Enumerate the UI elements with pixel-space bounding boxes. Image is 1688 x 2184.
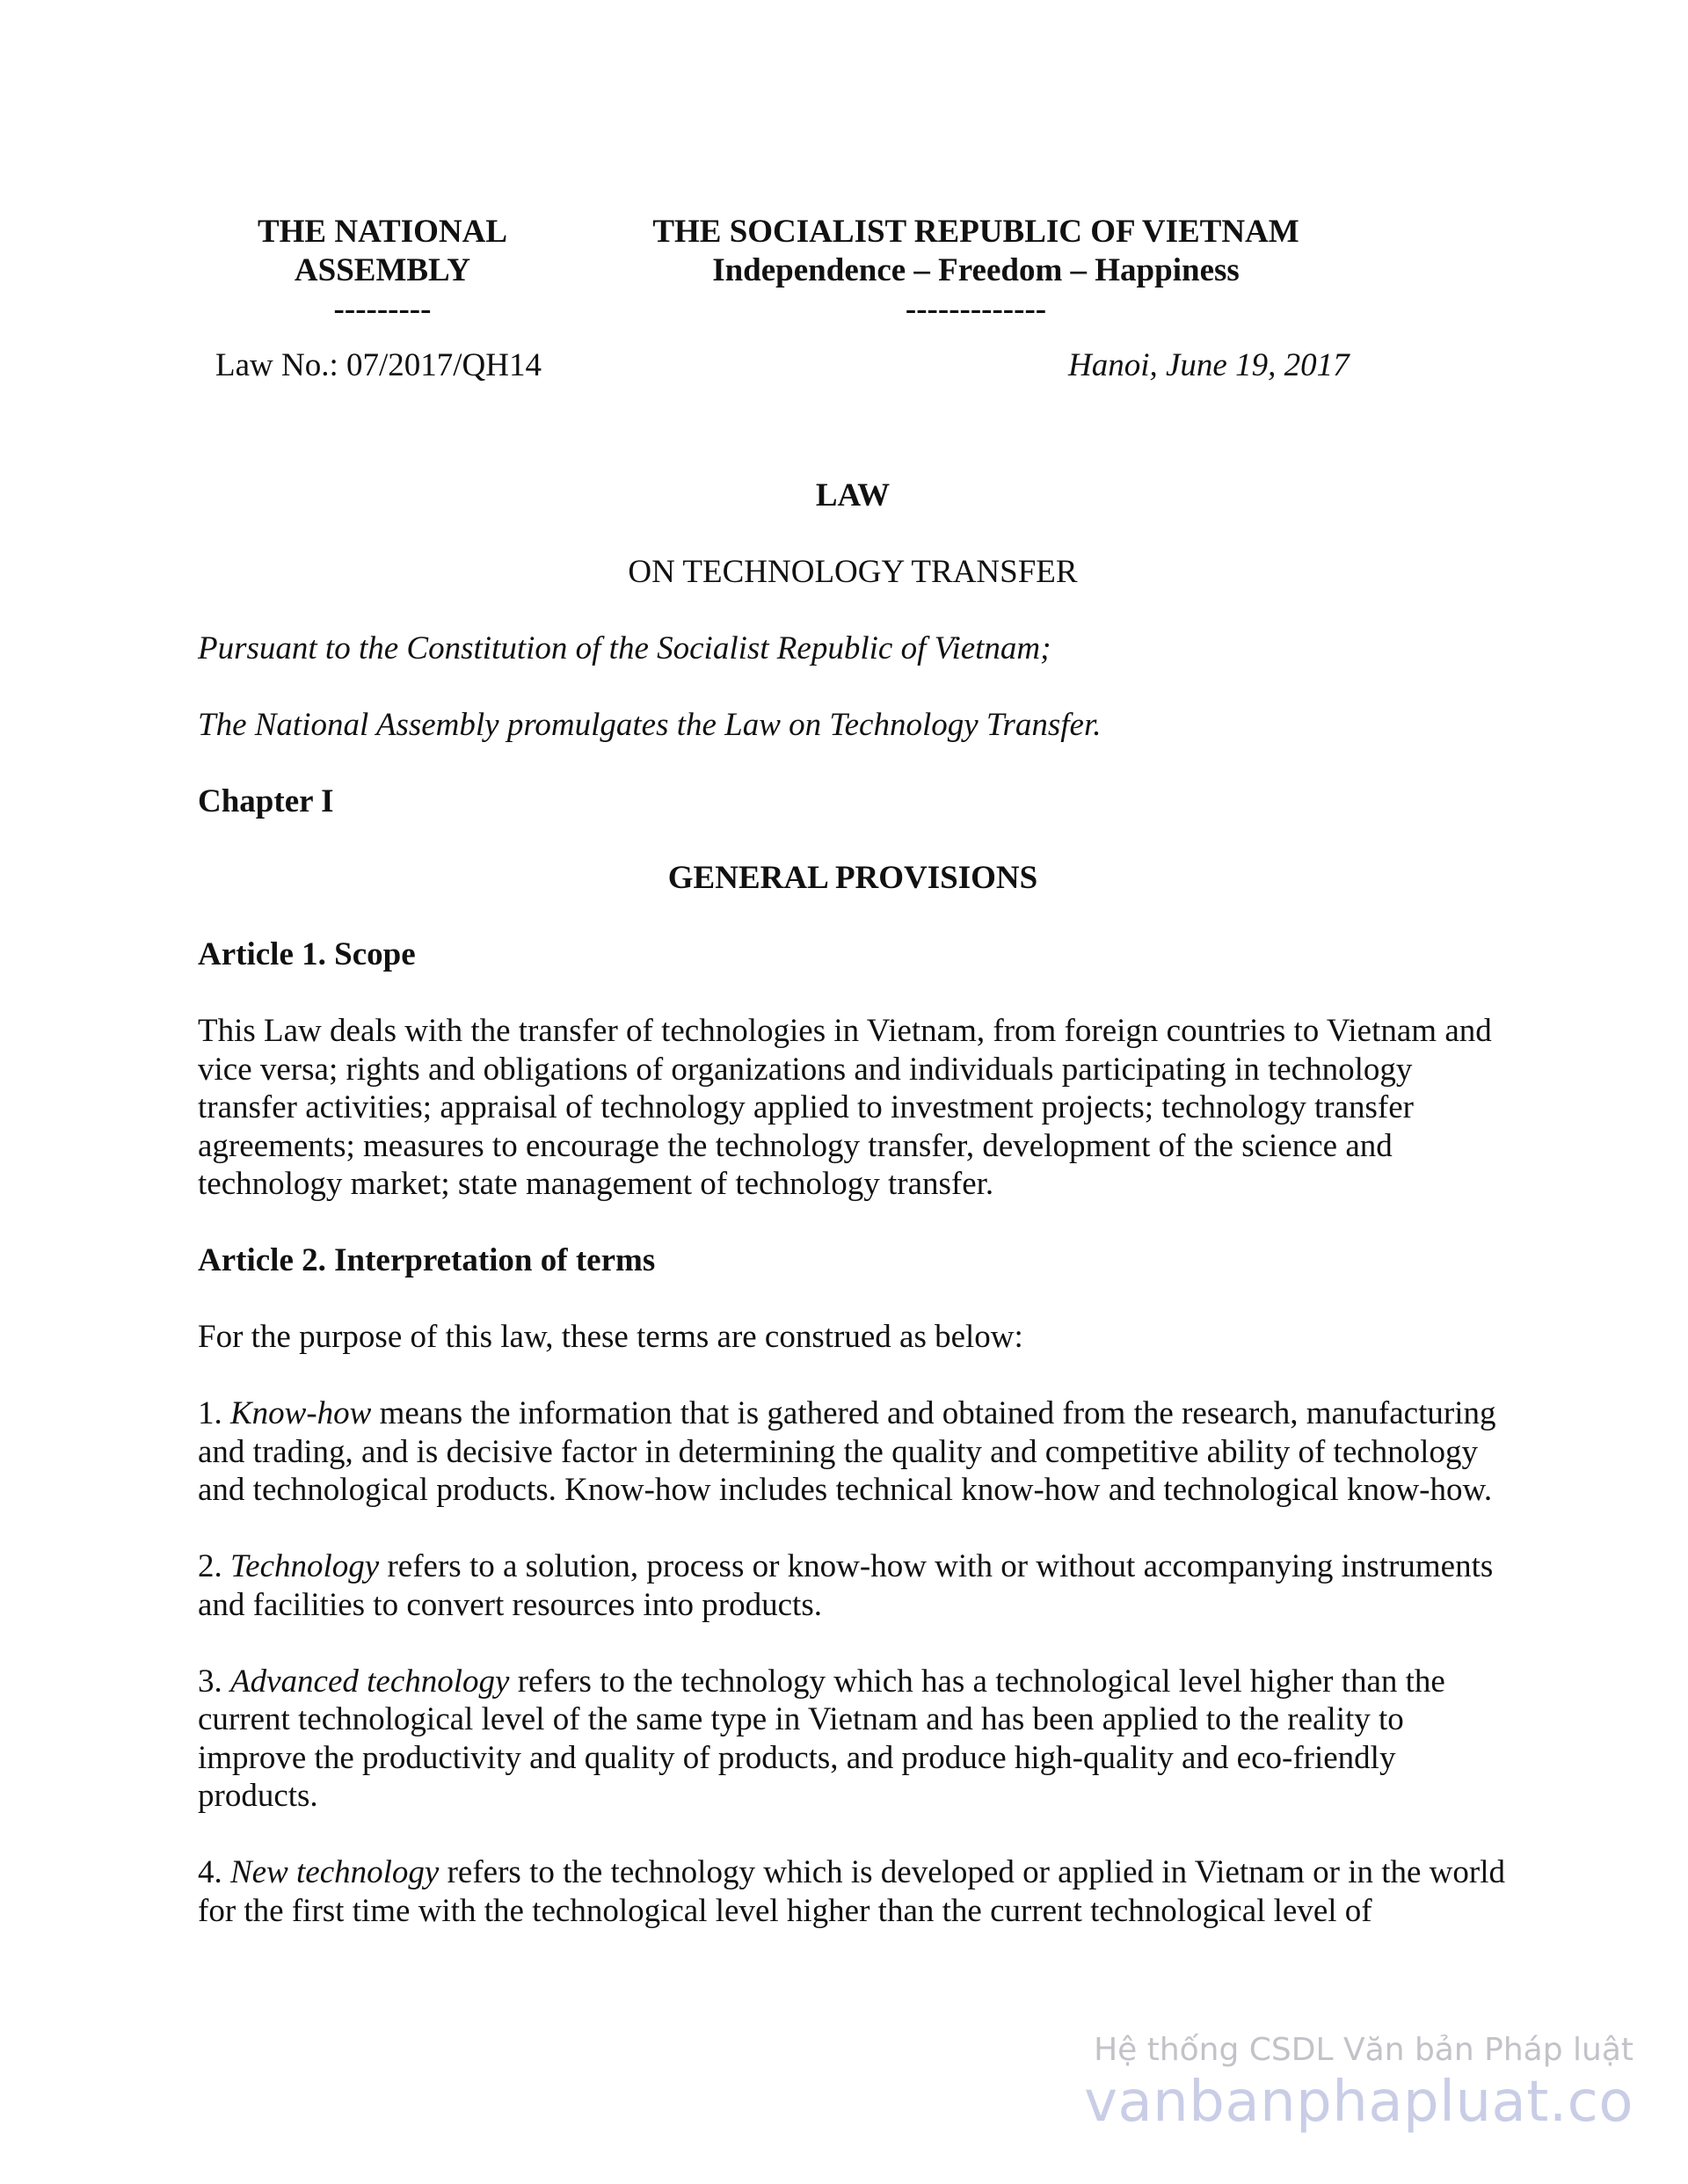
definition-item [198, 1853, 1508, 1930]
definition-term: Technology [230, 1548, 380, 1584]
motto-divider: ------------- [905, 291, 1047, 327]
definition-text: refers to the technology which has a technological level higher than the current technological level of the same type in Vietnam and has been applied to the reality to improve the productivity and quality of products, and produce high-quality and eco-friendly products. [198, 1663, 1445, 1814]
article-1-text: This Law deals with the transfer of technologies in Vietnam, from foreign countries to Vietnam and vice versa; rights and obligations of organizations and individuals participating in technology transfer activities; appraisal of technology applied to investment projects; technology transfer agreements; measures to encourage the technology transfer, development of the science and technology market; state management of technology transfer. [198, 1013, 1492, 1202]
document-title: LAW [815, 477, 891, 513]
definition-term: Know-how [230, 1395, 372, 1431]
issuing-authority-line1: THE NATIONAL [257, 214, 508, 250]
issuing-authority-block [202, 213, 563, 329]
watermark-site: vanbanphapluat.co [1084, 2070, 1633, 2135]
article-2-heading: Article 2. Interpretation of terms [198, 1242, 656, 1278]
definition-text: refers to a solution, process or know-how with or without accompanying instruments and facilities to convert resources into products. [198, 1548, 1494, 1623]
document-body [198, 477, 1508, 1969]
definition-item [198, 1663, 1508, 1816]
issuing-authority-divider: --------- [333, 291, 432, 327]
definition-term: Advanced technology [230, 1663, 510, 1700]
watermark [1084, 2031, 1633, 2135]
definition-item [198, 1394, 1508, 1510]
national-motto-block [615, 213, 1336, 329]
issue-date: Hanoi, June 19, 2017 [1068, 347, 1350, 383]
country-name: THE SOCIALIST REPUBLIC OF VIETNAM [652, 214, 1299, 250]
chapter-title: GENERAL PROVISIONS [667, 860, 1038, 896]
definition-term: New technology [230, 1854, 440, 1890]
definition-text: means the information that is gathered and obtained from the research, manufacturing and trading, and is decisive factor in determining the quality and competitive ability of technology and technological products. Know-how includes technical know-how and technological know-how. [198, 1395, 1496, 1508]
chapter-heading: Chapter I [198, 783, 334, 819]
definition-text: refers to the technology which is developed or applied in Vietnam or in the world for the first time with the technological level higher than the current technological level of [198, 1854, 1505, 1929]
document-subtitle: ON TECHNOLOGY TRANSFER [628, 554, 1078, 590]
preamble-constitution: Pursuant to the Constitution of the Socialist Republic of Vietnam; [198, 630, 1051, 666]
issuing-authority-line2: ASSEMBLY [294, 252, 471, 288]
definition-item [198, 1547, 1508, 1624]
law-number: Law No.: 07/2017/QH14 [215, 347, 542, 383]
watermark-caption: Hệ thống CSDL Văn bản Pháp luật [1094, 2032, 1633, 2068]
definition-number: 4. [198, 1854, 230, 1890]
article-2-intro: For the purpose of this law, these terms are construed as below: [198, 1319, 1023, 1355]
preamble-promulgation: The National Assembly promulgates the Law on Technology Transfer. [198, 707, 1102, 743]
definition-number: 3. [198, 1663, 230, 1700]
definition-number: 2. [198, 1548, 230, 1584]
definition-number: 1. [198, 1395, 230, 1431]
article-1-heading: Article 1. Scope [198, 936, 416, 972]
national-motto: Independence – Freedom – Happiness [712, 252, 1240, 288]
